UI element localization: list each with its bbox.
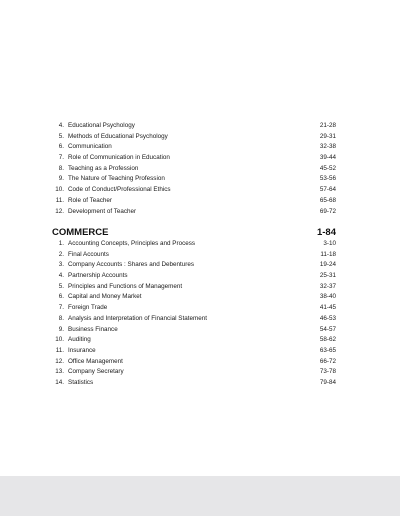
toc-entry-title: Company Secretary bbox=[68, 368, 124, 376]
toc-entry-title: Analysis and Interpretation of Financial Statement bbox=[68, 314, 207, 322]
toc-entry-title: Final Accounts bbox=[68, 250, 109, 258]
section-title: COMMERCE bbox=[52, 227, 109, 238]
toc-entry-pages: 63-65 bbox=[319, 346, 336, 354]
toc-entry-pages: 54-57 bbox=[319, 325, 336, 333]
toc-entry bbox=[52, 260, 336, 271]
toc-entry-number: 2. bbox=[58, 250, 64, 258]
toc-entry-title: Office Management bbox=[68, 357, 123, 365]
toc-entry-title: Statistics bbox=[68, 378, 94, 386]
toc-entry bbox=[52, 325, 336, 336]
toc-entry-pages: 53-56 bbox=[319, 175, 336, 183]
toc-entry bbox=[52, 142, 336, 153]
toc-entry bbox=[52, 164, 336, 175]
toc-entry-pages: 73-78 bbox=[319, 368, 336, 376]
section-page-range: 1-84 bbox=[316, 227, 336, 238]
toc-entry-number: 9. bbox=[58, 175, 64, 183]
toc-entry bbox=[52, 153, 336, 164]
toc-entry-pages: 32-38 bbox=[319, 143, 336, 151]
toc-entry bbox=[52, 303, 336, 314]
commerce-section-heading bbox=[52, 226, 336, 239]
toc-entry-title: Company Accounts : Shares and Debentures bbox=[68, 261, 195, 269]
toc-entry-pages: 32-37 bbox=[319, 282, 336, 290]
toc-entry-pages: 58-62 bbox=[319, 336, 336, 344]
toc-entry bbox=[52, 282, 336, 293]
toc-entry bbox=[52, 346, 336, 357]
toc-entry-pages: 57-64 bbox=[319, 186, 336, 194]
toc-entry-pages: 11-18 bbox=[320, 250, 336, 258]
toc-entry-title: Business Finance bbox=[68, 325, 118, 333]
toc-entry bbox=[52, 250, 336, 261]
toc-entry-number: 8. bbox=[58, 164, 64, 172]
toc-entry-pages: 38-40 bbox=[319, 293, 336, 301]
toc-entry-number: 3. bbox=[58, 261, 64, 269]
toc-entry-number: 4. bbox=[58, 272, 64, 280]
toc-entry-number: 11. bbox=[55, 346, 64, 354]
toc-entry-number: 11. bbox=[55, 196, 64, 204]
toc-entry-title: Partnership Accounts bbox=[68, 272, 128, 280]
page-bottom-band bbox=[0, 476, 400, 516]
toc-entry-title: Insurance bbox=[68, 346, 96, 354]
toc-entry-number: 5. bbox=[58, 132, 64, 140]
toc-entry-number: 13. bbox=[55, 368, 64, 376]
toc-entry-number: 9. bbox=[58, 325, 64, 333]
toc-entry bbox=[52, 174, 336, 185]
toc-entry-title: Role of Communication in Education bbox=[68, 154, 170, 162]
toc-entry-pages: 45-52 bbox=[319, 164, 336, 172]
toc-entry-title: Principles and Functions of Management bbox=[68, 282, 183, 290]
toc-entry-number: 12. bbox=[55, 207, 64, 215]
toc-entry-title: Code of Conduct/Professional Ethics bbox=[68, 186, 171, 194]
toc-entry-title: Teaching as a Profession bbox=[68, 164, 139, 172]
toc-entry-pages: 21-28 bbox=[319, 122, 336, 129]
toc-entry bbox=[52, 132, 336, 143]
toc-entry bbox=[52, 314, 336, 325]
toc-entry-number: 4. bbox=[58, 122, 64, 129]
toc-entry-number: 14. bbox=[55, 378, 64, 386]
toc-entry-title: Development of Teacher bbox=[68, 207, 137, 215]
toc-entry-number: 10. bbox=[55, 186, 64, 194]
toc-entry-title: Educational Psychology bbox=[68, 122, 135, 129]
toc-entry-number: 7. bbox=[58, 304, 64, 312]
toc-entry-number: 10. bbox=[55, 336, 64, 344]
toc-entry-pages: 66-72 bbox=[319, 357, 336, 365]
toc-entry bbox=[52, 196, 336, 207]
toc-entry-pages: 19-24 bbox=[319, 261, 336, 269]
toc-entry bbox=[52, 378, 336, 389]
toc-entry-number: 5. bbox=[58, 282, 64, 290]
commerce-toc-list bbox=[52, 239, 336, 389]
education-toc-list bbox=[52, 121, 336, 217]
toc-entry-pages: 3-10 bbox=[323, 240, 336, 247]
toc-entry-title: Accounting Concepts, Principles and Process bbox=[68, 240, 196, 247]
toc-entry-pages: 25-31 bbox=[319, 272, 336, 280]
toc-entry-title: Methods of Educational Psychology bbox=[68, 132, 168, 140]
toc-entry bbox=[52, 271, 336, 282]
toc-entry-pages: 69-72 bbox=[319, 207, 336, 215]
toc-entry-number: 7. bbox=[58, 154, 64, 162]
toc-entry-pages: 41-45 bbox=[319, 304, 336, 312]
toc-entry-number: 12. bbox=[55, 357, 64, 365]
toc-entry-pages: 79-84 bbox=[319, 378, 336, 386]
toc-entry bbox=[52, 292, 336, 303]
toc-entry bbox=[52, 239, 336, 250]
toc-entry-title: Role of Teacher bbox=[68, 196, 112, 204]
toc-entry-title: Auditing bbox=[68, 336, 91, 344]
toc-entry-pages: 65-68 bbox=[319, 196, 336, 204]
toc-entry-title: Foreign Trade bbox=[68, 304, 108, 312]
toc-entry-number: 8. bbox=[58, 314, 64, 322]
toc-entry-title: Communication bbox=[68, 143, 112, 151]
toc-entry bbox=[52, 335, 336, 346]
toc-entry-pages: 29-31 bbox=[319, 132, 336, 140]
toc-entry-title: The Nature of Teaching Profession bbox=[68, 175, 165, 183]
toc-entry bbox=[52, 207, 336, 218]
toc-entry-number: 6. bbox=[58, 143, 64, 151]
toc-entry bbox=[52, 185, 336, 196]
toc-entry-number: 1. bbox=[58, 240, 64, 247]
toc-entry-title: Capital and Money Market bbox=[68, 293, 142, 301]
toc-entry-number: 6. bbox=[58, 293, 64, 301]
toc-entry-pages: 46-53 bbox=[319, 314, 336, 322]
toc-entry bbox=[52, 121, 336, 132]
toc-entry-pages: 39-44 bbox=[319, 154, 336, 162]
toc-entry bbox=[52, 367, 336, 378]
toc-entry bbox=[52, 357, 336, 368]
